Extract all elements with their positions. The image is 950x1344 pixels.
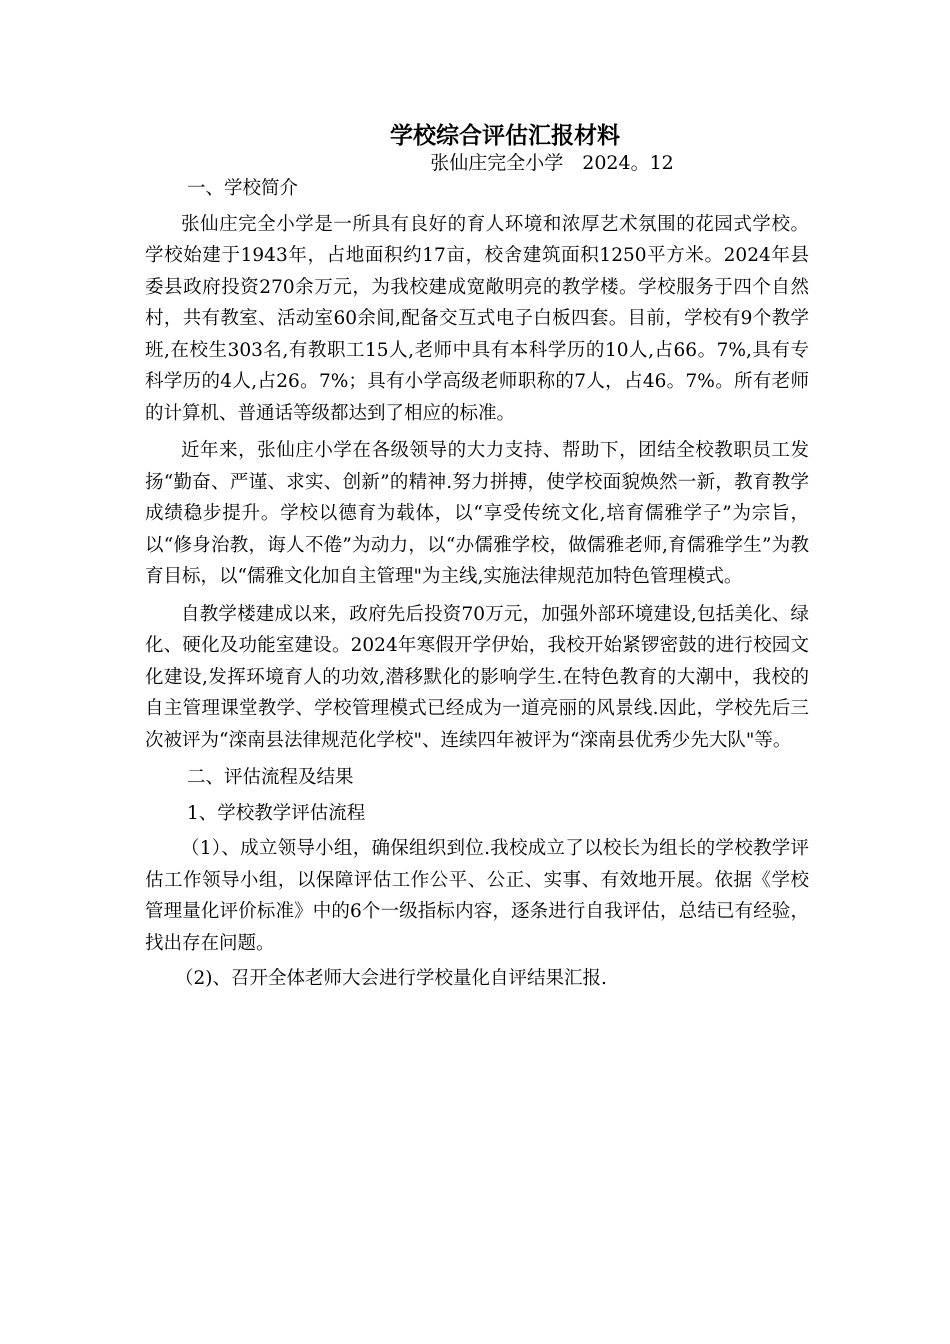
subsection-heading-process: 1、学校教学评估流程 bbox=[187, 802, 366, 824]
document-title: 学校综合评估汇报材料 bbox=[390, 122, 620, 149]
paragraph-step-2: （2)、召开全体老师大会进行学校量化自评结果汇报. bbox=[175, 968, 607, 989]
document-body bbox=[145, 173, 809, 995]
paragraph-school-intro: 张仙庄完全小学是一所具有良好的育人环境和浓厚艺术氛围的花园式学校。学校始建于1943年，占地面积约17亩，校舍建筑面积1250平方米。2024年县委县政府投资270余万元，为我校建成宽敞明亮的教学楼。学校服务于四个自然村，共有教室、活动室60余间,配备交互式电子白板四套。目前，学校有9个教学班,在校生303名,有教职工15人,老师中具有本科学历的10人,占66。7%,具有专科学历的4人,占26。7%；具有小学高级老师职称的7人，占46。7%。所有老师的计算机、普通话等级都达到了相应的标准。 bbox=[145, 213, 809, 424]
document-subtitle: 张仙庄完全小学 2024。12 bbox=[430, 152, 674, 174]
paragraph-step-1: （1）、成立领导小组，确保组织到位.我校成立了以校长为组长的学校教学评估工作领导小组，以保障评估工作公平、公正、实事、有效地开展。依据《学校管理量化评价标准》中的6个一级指标内容，逐条进行自我评估，总结已有经验，找出存在问题。 bbox=[145, 838, 809, 954]
paragraph-recent-years: 近年来，张仙庄小学在各级领导的大力支持、帮助下，团结全校教职员工发扬“勤奋、严谨、求实、创新”的精神.努力拼搏，使学校面貌焕然一新，教育教学成绩稳步提升。学校以德育为载体，以“享受传统文化,培育儒雅学子”为宗旨，以“修身治教，诲人不倦”为动力，以“办儒雅学校，做儒雅老师,育儒雅学生”为教育目标，以“儒雅文化加自主管理"为主线,实施法律规范加特色管理模式。 bbox=[145, 440, 809, 587]
paragraph-investment: 自教学楼建成以来，政府先后投资70万元，加强外部环境建设,包括美化、绿化、硬化及功能室建设。2024年寒假开学伊始，我校开始紧锣密鼓的进行校园文化建设,发挥环境育人的功效,潜移默化的影响学生.在特色教育的大潮中，我校的自主管理课堂教学、学校管理模式已经成为一道亮丽的风景线.因此，学校先后三次被评为“滦南县法律规范化学校"、连续四年被评为“滦南县优秀少先大队"等。 bbox=[145, 603, 809, 751]
section-heading-intro: 一、学校简介 bbox=[187, 178, 299, 199]
section-heading-evaluation: 二、评估流程及结果 bbox=[187, 767, 354, 788]
